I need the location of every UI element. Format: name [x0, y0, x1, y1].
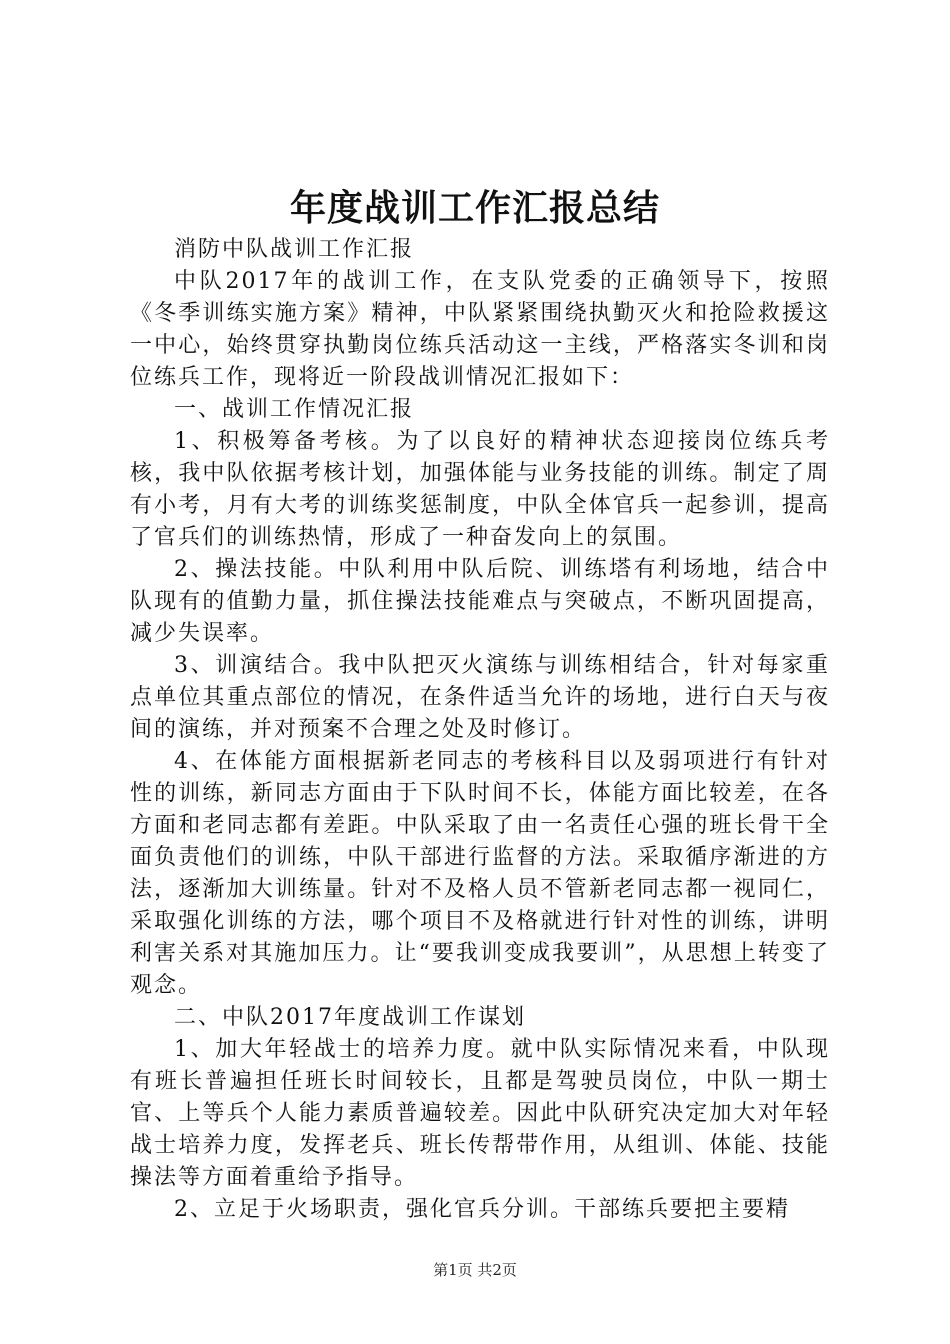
paragraph: 1、加大年轻战士的培养力度。就中队实际情况来看，中队现有班长普遍担任班长时间较长，且都是驾驶员岗位，中队一期士官、上等兵个人能力素质普遍较差。因此中队研究决定加大对年轻战士培养力度，发挥老兵、班长传帮带作用，从组训、体能、技能操法等方面着重给予指导。 [130, 1037, 830, 1190]
paragraph: 中队2017年的战训工作，在支队党委的正确领导下，按照《冬季训练实施方案》精神，中队紧紧围绕执勤灭火和抢险救援这一中心，始终贯穿执勤岗位练兵活动这一主线，严格落实冬训和岗位练兵工作，现将近一阶段战训情况汇报如下： [130, 269, 830, 390]
section-heading: 一、战训工作情况汇报 [174, 397, 415, 422]
paragraph: 1、积极筹备考核。为了以良好的精神状态迎接岗位练兵考核，我中队依据考核计划，加强体能与业务技能的训练。制定了周有小考，月有大考的训练奖惩制度，中队全体官兵一起参训，提高了官兵们的训练热情，形成了一种奋发向上的氛围。 [130, 429, 830, 550]
page-footer: 第1页 共2页 [433, 1261, 517, 1279]
section-heading: 二、中队2017年度战训工作谋划 [174, 1005, 526, 1030]
document-body [130, 234, 830, 1226]
paragraph: 2、操法技能。中队利用中队后院、训练塔有利场地，结合中队现有的值勤力量，抓住操法技能难点与突破点，不断巩固提高，减少失误率。 [130, 557, 830, 646]
paragraph: 3、训演结合。我中队把灭火演练与训练相结合，针对每家重点单位其重点部位的情况，在条件适当允许的场地，进行白天与夜间的演练，并对预案不合理之处及时修订。 [130, 653, 830, 742]
paragraph: 4、在体能方面根据新老同志的考核科目以及弱项进行有针对性的训练，新同志方面由于下队时间不长，体能方面比较差，在各方面和老同志都有差距。中队采取了由一名责任心强的班长骨干全面负责他们的训练，中队干部进行监督的方法。采取循序渐进的方法，逐渐加大训练量。针对不及格人员不管新老同志都一视同仁，采取强化训练的方法，哪个项目不及格就进行针对性的训练，讲明利害关系对其施加压力。让“要我训变成我要训”，从思想上转变了观念。 [130, 749, 830, 998]
paragraph: 消防中队战训工作汇报 [174, 237, 415, 262]
document-title: 年度战训工作汇报总结 [289, 187, 660, 229]
paragraph: 2、立足于火场职责，强化官兵分训。干部练兵要把主要精 [174, 1197, 790, 1222]
